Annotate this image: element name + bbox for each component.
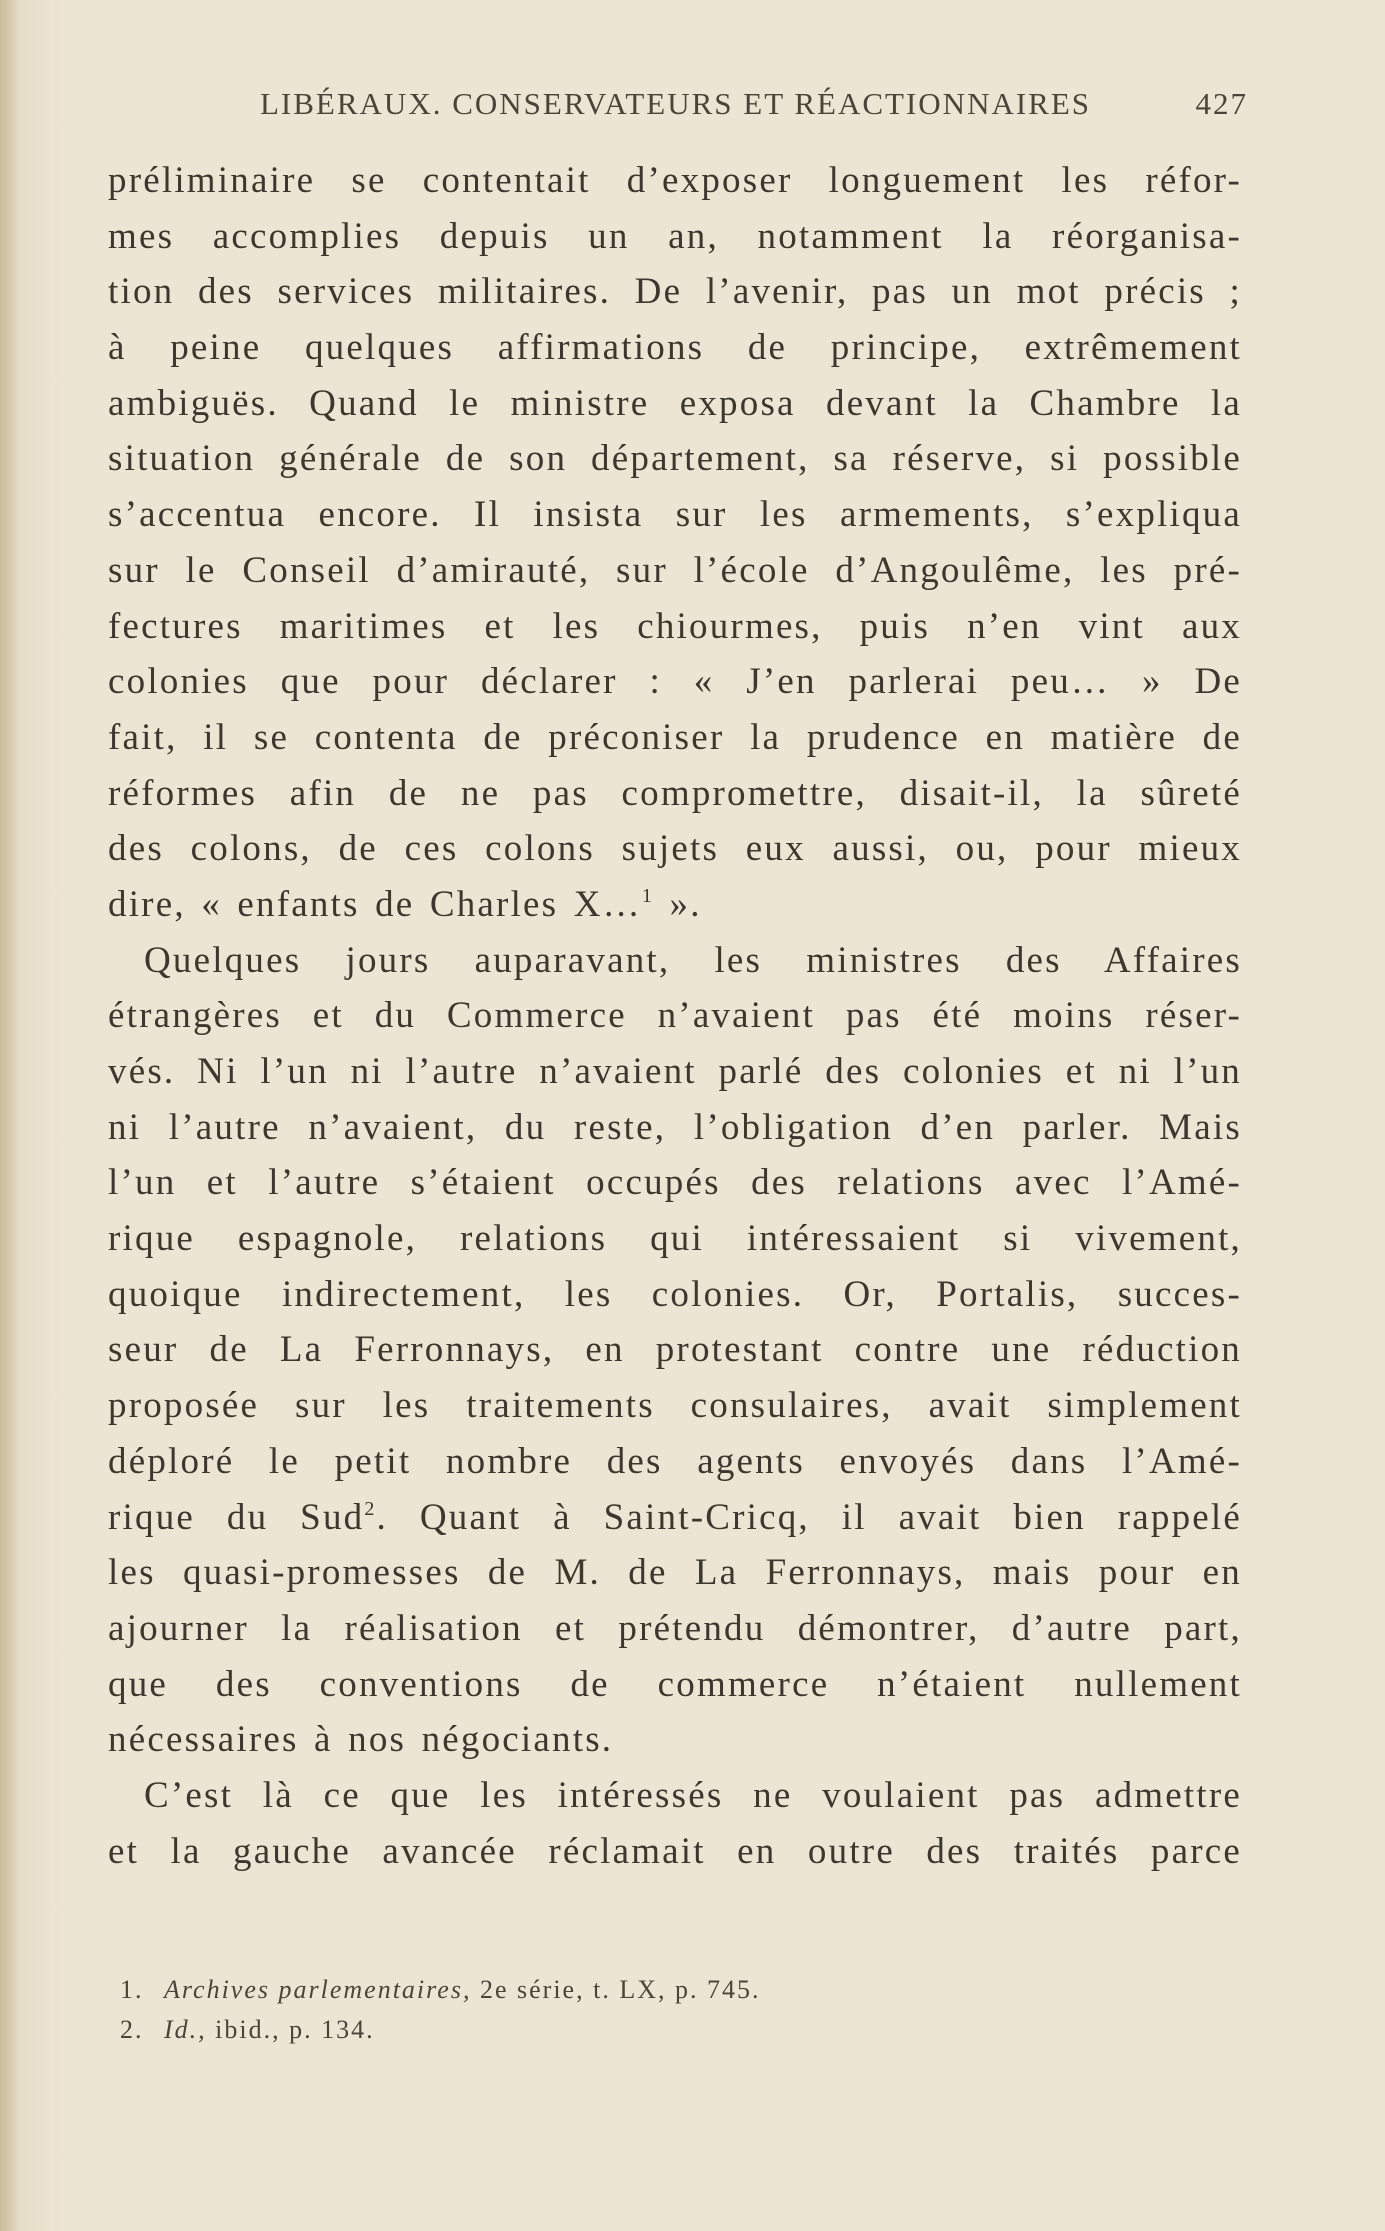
text-line: ni l’autre n’avaient, du reste, l’obligation d’en parler. Mais — [108, 1106, 1242, 1148]
text-line: que des conventions de commerce n’étaient nullement — [108, 1663, 1242, 1705]
text-line: tion des services militaires. De l’avenir, pas un mot précis ; — [108, 271, 1242, 313]
footnote-number: 1. — [120, 1975, 144, 2004]
text-line: réformes afin de ne pas compromettre, disait-il, la sûreté — [108, 772, 1242, 814]
text-line-with-note — [108, 877, 1242, 933]
footnote-text: ibid., p. 134. — [206, 2015, 375, 2044]
line-text: . Quant à Saint-Cricq, il avait bien rappelé — [376, 1496, 1242, 1538]
line-text: dire, « enfants de Charles X… — [108, 883, 642, 925]
footnotes — [120, 1970, 1120, 2050]
body-text — [108, 153, 1242, 1879]
page-number: 427 — [1195, 86, 1248, 121]
text-line: mes accomplies depuis un an, notamment la réorganisa- — [108, 215, 1242, 257]
text-line: s’accentua encore. Il insista sur les armements, s’expliqua — [108, 494, 1242, 536]
text-line: quoique indirectement, les colonies. Or, Portalis, succes- — [108, 1273, 1242, 1315]
footnote-ref-2: 2 — [364, 1497, 377, 1520]
text-line: fait, il se contenta de préconiser la prudence en matière de — [108, 716, 1242, 758]
text-line: rique espagnole, relations qui intéressaient si vivement, — [108, 1218, 1242, 1260]
running-head — [260, 86, 1260, 126]
text-line: ambiguës. Quand le ministre exposa devant la Chambre la — [108, 382, 1242, 424]
text-line: seur de La Ferronnays, en protestant contre une réduction — [108, 1329, 1242, 1371]
footnote-1 — [120, 1970, 1120, 2010]
footnote-number: 2. — [120, 2015, 144, 2044]
text-line: à peine quelques affirmations de principe, extrêmement — [108, 327, 1242, 369]
line-text: rique du Sud — [108, 1496, 365, 1538]
text-line: colonies que pour déclarer : « J’en parlerai peu… » De — [108, 661, 1242, 703]
text-line: vés. Ni l’un ni l’autre n’avaient parlé des colonies et ni l’un — [108, 1051, 1242, 1092]
text-line: fectures maritimes et les chiourmes, puis n’en vint aux — [108, 605, 1242, 647]
text-line: situation générale de son département, sa réserve, si possible — [108, 438, 1242, 480]
footnote-ref-1: 1 — [641, 884, 655, 907]
paragraph-start-line: C’est là ce que les intéressés ne voulaient pas admettre — [144, 1774, 1242, 1816]
text-line: et la gauche avancée réclamait en outre des traités parce — [108, 1830, 1242, 1872]
text-line: étrangères et du Commerce n’avaient pas été moins réser- — [108, 995, 1242, 1037]
page-edge-shadow — [0, 0, 18, 2231]
text-line: l’un et l’autre s’étaient occupés des relations avec l’Amé- — [108, 1162, 1242, 1204]
line-text: ». — [654, 883, 702, 925]
paragraph-start-line: Quelques jours auparavant, les ministres des Affaires — [144, 939, 1242, 981]
text-line: les quasi-promesses de M. de La Ferronnays, mais pour en — [108, 1552, 1242, 1594]
running-title: LIBÉRAUX. CONSERVATEURS ET RÉACTIONNAIRES — [260, 86, 1092, 121]
text-line: déploré le petit nombre des agents envoyés dans l’Amé- — [108, 1440, 1242, 1482]
text-line: préliminaire se contentait d’exposer longuement les réfor- — [108, 160, 1242, 201]
footnote-source: Archives parlementaires, — [164, 1975, 472, 2004]
footnote-source: Id., — [164, 2015, 207, 2044]
footnote-2 — [120, 2010, 1120, 2050]
text-line: sur le Conseil d’amirauté, sur l’école d’Angoulême, les pré- — [108, 549, 1242, 591]
text-line: des colons, de ces colons sujets eux aussi, ou, pour mieux — [108, 828, 1242, 870]
footnote-text: 2e série, t. LX, p. 745. — [471, 1975, 761, 2004]
text-line: nécessaires à nos négociants. — [108, 1719, 614, 1761]
text-line: ajourner la réalisation et prétendu démontrer, d’autre part, — [108, 1607, 1242, 1649]
text-line-with-note — [108, 1490, 1242, 1546]
text-line: proposée sur les traitements consulaires, avait simplement — [108, 1385, 1242, 1427]
